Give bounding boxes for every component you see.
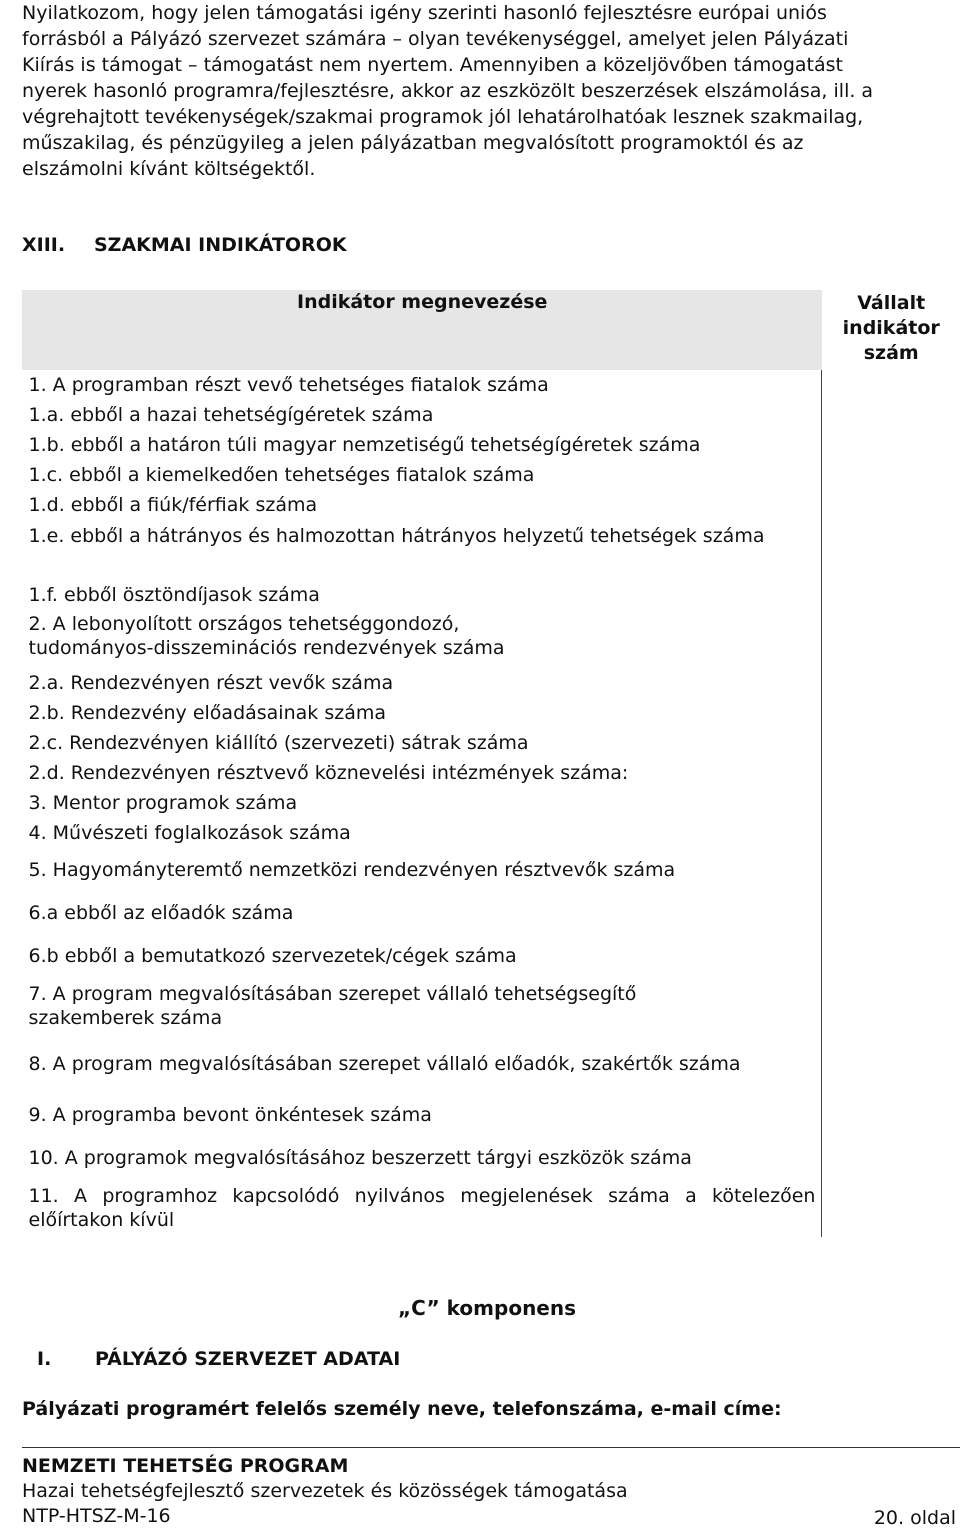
page-footer bbox=[22, 1454, 960, 1529]
indicator-item: 1. A programban részt vevő tehetséges fiatalok száma bbox=[28, 374, 549, 396]
table-row bbox=[23, 818, 960, 848]
section-heading-applicant bbox=[37, 1348, 400, 1370]
indicator-item: 1.a. ebből a hazai tehetségígéretek száma bbox=[28, 404, 434, 426]
table-header-row bbox=[23, 291, 960, 370]
indicator-item: 2.b. Rendezvény előadásainak száma bbox=[28, 702, 386, 724]
indicator-item: 1.b. ebből a határon túli magyar nemzetiségű tehetségígéretek száma bbox=[28, 434, 701, 456]
table-row bbox=[23, 1179, 960, 1237]
indicator-item: 10. A programok megvalósításához beszerzett tárgyi eszközök száma bbox=[28, 1146, 692, 1169]
table-row bbox=[23, 1136, 960, 1179]
table-row bbox=[23, 891, 960, 934]
header-value-line: Vállalt bbox=[857, 291, 926, 314]
page-number: 20. oldal bbox=[873, 1507, 956, 1529]
intro-line: elszámolni kívánt költségektől. bbox=[22, 158, 316, 180]
indicator-item: 11. A programhoz kapcsolódó nyilvános megjelenések száma a kötelezően előírtakon kívül bbox=[28, 1185, 816, 1231]
table-row bbox=[23, 430, 960, 460]
table-row bbox=[23, 580, 960, 610]
indicator-item: 1.f. ebből ösztöndíjasok száma bbox=[28, 584, 320, 606]
footer-divider bbox=[22, 1447, 960, 1448]
intro-line: végrehajtott tevékenységek/szakmai programok jól lehatárolhatóak lesznek szakmailag, bbox=[22, 106, 864, 128]
intro-line: nyerek hasonló programra/fejlesztésre, akkor az eszközölt beszerzések elszámolása, ill. a bbox=[22, 80, 874, 102]
header-value-line: indikátor bbox=[842, 316, 940, 339]
table-row bbox=[23, 460, 960, 490]
indicator-table bbox=[22, 290, 960, 1237]
section-heading-indicators bbox=[22, 234, 347, 256]
indicator-item: 8. A program megvalósításában szerepet vállaló előadók, szakértők száma bbox=[28, 1053, 741, 1075]
table-row bbox=[23, 1035, 960, 1093]
indicator-item: 2.d. Rendezvényen résztvevő köznevelési intézmények száma: bbox=[28, 762, 629, 784]
header-committed-value bbox=[822, 291, 960, 1238]
indicator-item: 3. Mentor programok száma bbox=[28, 792, 298, 814]
intro-line: forrásból a Pályázó szervezet számára – olyan tevékenységgel, amelyet jelen Pályázati bbox=[22, 28, 849, 50]
table-row bbox=[23, 977, 960, 1035]
footer-code: NTP-HTSZ-M-16 bbox=[22, 1505, 171, 1527]
indicator-item: 9. A programba bevont önkéntesek száma bbox=[28, 1103, 432, 1126]
intro-line: Kiírás is támogat – támogatást nem nyertem. Amennyiben a közeljövőben támogatást bbox=[22, 54, 843, 76]
table-row bbox=[23, 848, 960, 891]
indicator-item: 7. A program megvalósításában szerepet vállaló tehetségsegítő szakemberek száma bbox=[28, 983, 637, 1029]
table-row bbox=[23, 758, 960, 788]
table-row bbox=[23, 728, 960, 758]
table-row bbox=[23, 934, 960, 977]
section-number: I. bbox=[37, 1348, 52, 1370]
indicator-item: 6.a ebből az előadók száma bbox=[28, 901, 294, 924]
intro-paragraph bbox=[22, 0, 952, 182]
table-row bbox=[23, 490, 960, 520]
table-row bbox=[23, 370, 960, 401]
indicator-item: 2.a. Rendezvényen részt vevők száma bbox=[28, 672, 394, 694]
indicator-item: 1.e. ebből a hátrányos és halmozottan hátrányos helyzetű tehetségek száma bbox=[28, 525, 765, 547]
header-indicator-name: Indikátor megnevezése bbox=[23, 291, 822, 370]
indicator-item: 4. Művészeti foglalkozások száma bbox=[28, 822, 351, 844]
indicator-item: 2. A lebonyolított országos tehetséggondozó, tudományos-disszeminációs rendezvények száma bbox=[28, 613, 505, 659]
indicator-item: 5. Hagyományteremtő nemzetközi rendezvényen résztvevők száma bbox=[28, 858, 676, 881]
intro-line: műszakilag, és pénzügyileg a jelen pályázatban megvalósított programoktól és az bbox=[22, 132, 804, 154]
indicator-item: 6.b ebből a bemutatkozó szervezetek/cégek száma bbox=[28, 944, 517, 967]
responsible-person-label: Pályázati programért felelős személy neve, telefonszáma, e-mail címe: bbox=[22, 1398, 782, 1420]
table-row bbox=[23, 520, 960, 580]
footer-subtitle: Hazai tehetségfejlesztő szervezetek és közösségek támogatása bbox=[22, 1480, 628, 1502]
indicator-item: 2.c. Rendezvényen kiállító (szervezeti) sátrak száma bbox=[28, 732, 529, 754]
indicator-item: 1.c. ebből a kiemelkedően tehetséges fiatalok száma bbox=[28, 464, 535, 486]
table-row bbox=[23, 698, 960, 728]
intro-line: Nyilatkozom, hogy jelen támogatási igény szerinti hasonló fejlesztésre európai uniós bbox=[22, 2, 827, 24]
section-title: SZAKMAI INDIKÁTOROK bbox=[94, 234, 347, 256]
footer-program: NEMZETI TEHETSÉG PROGRAM bbox=[22, 1455, 349, 1477]
table-row bbox=[23, 788, 960, 818]
table-row bbox=[23, 400, 960, 430]
header-value-line: szám bbox=[863, 341, 919, 364]
section-title: PÁLYÁZÓ SZERVEZET ADATAI bbox=[95, 1348, 401, 1370]
table-row bbox=[23, 668, 960, 698]
table-row bbox=[23, 1093, 960, 1136]
component-heading: „C” komponens bbox=[398, 1296, 577, 1320]
table-row bbox=[23, 610, 960, 668]
indicator-item: 1.d. ebből a fiúk/férfiak száma bbox=[28, 494, 318, 516]
section-number: XIII. bbox=[22, 234, 66, 256]
